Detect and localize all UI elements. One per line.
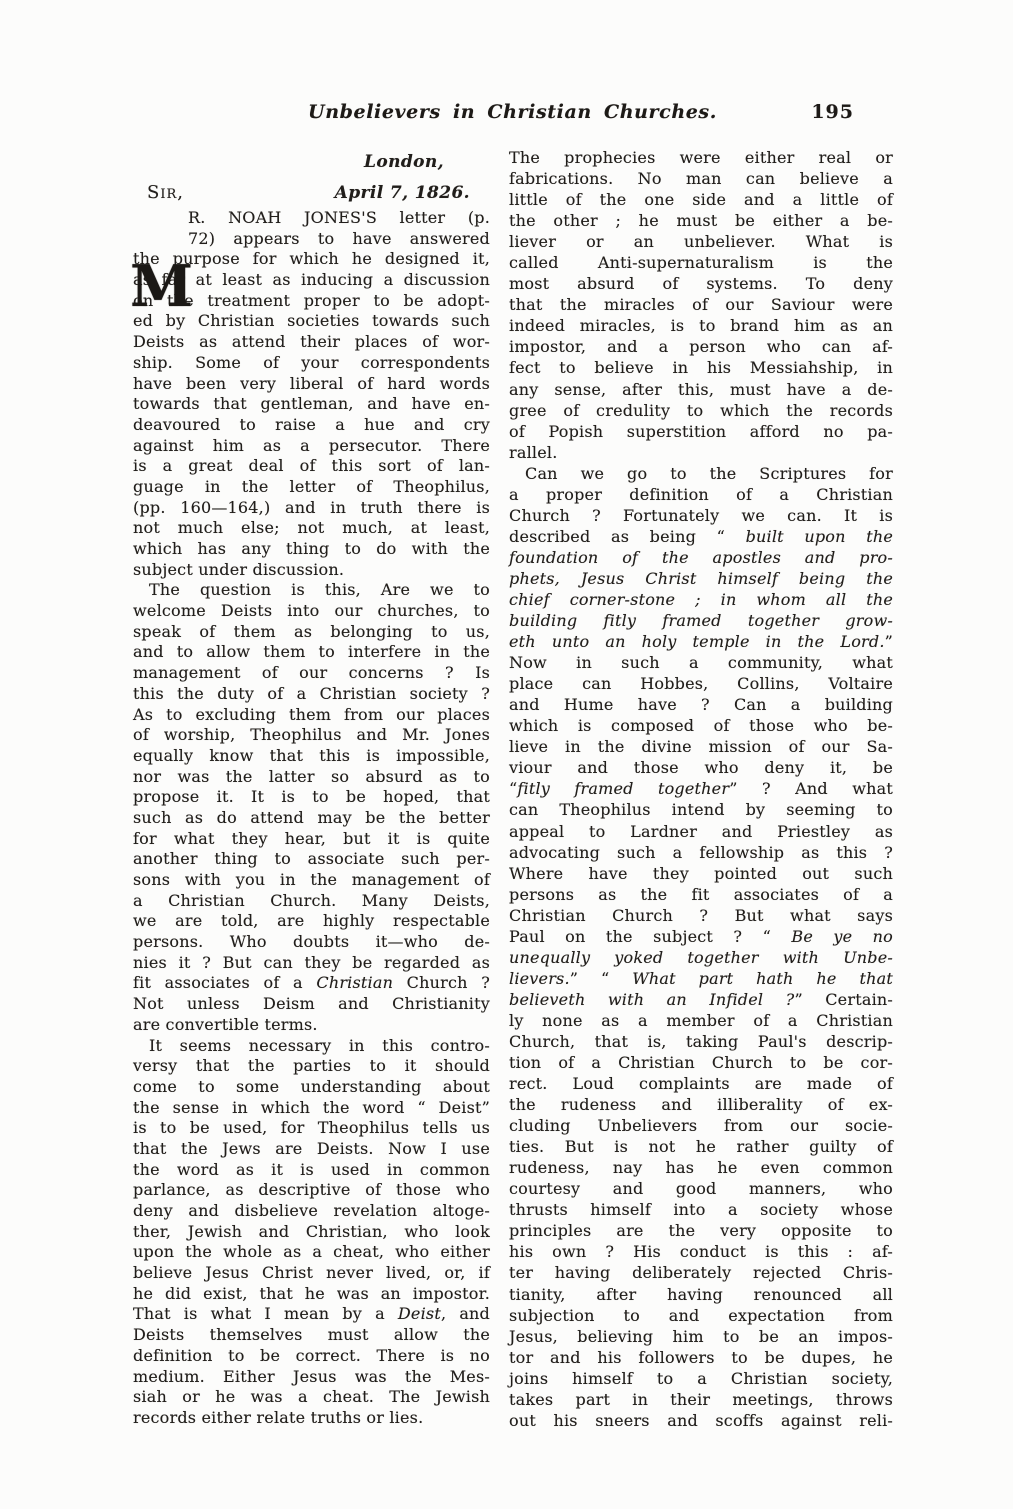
text-line: he did exist, that he was an impostor. — [133, 1283, 490, 1303]
right-column-lines — [509, 147, 893, 1431]
text-line: the purpose for which he designed it, — [133, 249, 490, 269]
text-line: place can Hobbes, Collins, Voltaire — [509, 674, 893, 694]
text-line: is to be used, for Theophilus tells us — [133, 1118, 490, 1138]
text-line: lieve in the divine mission of our Sa- — [509, 737, 893, 757]
text-line: “fitly framed together” ? And what — [509, 779, 893, 799]
text-line: medium. Either Jesus was the Mes- — [133, 1366, 490, 1386]
text-line: we are told, are highly respectable — [133, 911, 490, 931]
text-line: Christian Church ? But what says — [509, 905, 893, 925]
text-line: of worship, Theophilus and Mr. Jones — [133, 725, 490, 745]
text-line: speak of them as belonging to us, — [133, 621, 490, 641]
text-line: cluding Unbelievers from our socie- — [509, 1116, 893, 1136]
text-line: Church, that is, taking Paul's descrip- — [509, 1031, 893, 1051]
running-head — [133, 101, 892, 127]
text-line: equally know that this is impossible, — [133, 745, 490, 765]
text-line: are convertible terms. — [133, 1014, 318, 1034]
text-line: rudeness, nay has he even common — [509, 1158, 893, 1178]
text-line: that the miracles of our Saviour were — [509, 295, 893, 315]
text-line: ship. Some of your correspondents — [133, 352, 490, 372]
text-line: any sense, after this, must have a de- — [509, 379, 893, 399]
text-line: a proper definition of a Christian — [509, 484, 893, 504]
text-line: phets, Jesus Christ himself being the — [509, 568, 893, 588]
text-line: Deists as attend their places of wor- — [133, 332, 490, 352]
text-line: not much else; not much, at least, — [133, 518, 490, 538]
text-line: a Christian Church. Many Deists, — [133, 890, 490, 910]
text-line: definition to be correct. There is no — [133, 1345, 490, 1365]
text-line: the word as it is used in common — [133, 1159, 490, 1179]
text-line: tianity, after having renounced all — [509, 1284, 893, 1304]
text-line: his own ? His conduct is this : af- — [509, 1242, 893, 1262]
text-columns — [130, 147, 894, 1431]
text-line: ter having deliberately rejected Chris- — [509, 1263, 893, 1283]
text-line: The prophecies were either real or — [509, 148, 893, 167]
text-line: and Hume have ? Can a building — [509, 695, 893, 715]
text-line: sons with you in the management of — [133, 870, 490, 889]
text-line: eth unto an holy temple in the Lord.” — [509, 632, 893, 652]
text-line: the rudeness and illiberality of ex- — [509, 1095, 893, 1115]
text-line: versy that the parties to it should — [133, 1056, 490, 1076]
page-number: 195 — [811, 101, 854, 123]
text-line: records either relate truths or lies. — [133, 1407, 424, 1427]
text-line: principles are the very opposite to — [509, 1221, 893, 1241]
text-line: 72) appears to have answered — [188, 228, 490, 248]
text-line: chief corner-stone ; in whom all the — [509, 589, 893, 609]
text-line: fit associates of a Christian Church ? — [133, 973, 490, 993]
text-line: joins himself to a Christian society, — [509, 1368, 893, 1388]
text-line: tor and his followers to be dupes, he — [509, 1347, 893, 1367]
text-line: most absurd of systems. To deny — [509, 274, 893, 294]
text-line: believe Jesus Christ never lived, or, if — [133, 1263, 490, 1283]
text-line: takes part in their meetings, throws — [509, 1389, 893, 1409]
text-line: deavoured to raise a hue and cry — [133, 414, 490, 434]
text-line: ed by Christian societies towards such — [133, 311, 490, 331]
text-line: which has any thing to do with the — [133, 539, 490, 558]
text-line: (pp. 160—164,) and in truth there is — [133, 497, 490, 517]
text-line: which is composed of those who be- — [509, 716, 893, 736]
text-line: as far at least as inducing a discussion — [133, 270, 490, 290]
text-line: impostor, and a person who can af- — [509, 337, 893, 357]
text-line: Jesus, believing him to be an impos- — [509, 1326, 893, 1346]
dateline-date: April 7, 1826. — [334, 183, 470, 203]
text-line: of Popish superstition afford no pa- — [509, 421, 893, 441]
text-line: such as do attend may be the better — [133, 807, 490, 827]
drop-cap: M — [130, 253, 194, 320]
text-line: persons as the fit associates of a — [509, 884, 893, 904]
dateline-place: London, — [364, 152, 444, 172]
text-line: called Anti-supernaturalism is the — [509, 253, 893, 273]
right-column — [509, 147, 893, 1431]
text-line: building fitly framed together grow- — [509, 611, 893, 631]
text-line: Deists themselves must allow the — [133, 1325, 490, 1345]
text-line: ties. But is not he rather guilty of — [509, 1137, 893, 1157]
salutation-row — [133, 178, 490, 208]
text-line: for what they hear, but it is quite — [133, 828, 490, 848]
text-line: R. NOAH JONES'S letter (p. — [188, 208, 490, 227]
text-line: tion of a Christian Church to be cor- — [509, 1053, 893, 1073]
text-line: Paul on the subject ? “ Be ye no — [509, 926, 893, 946]
text-line: advocating such a fellowship as this ? — [509, 842, 893, 862]
text-line: rallel. — [509, 442, 558, 462]
text-line: subject under discussion. — [133, 559, 345, 579]
text-line: ther, Jewish and Christian, who look — [133, 1221, 490, 1241]
text-line: the sense in which the word “ Deist” — [133, 1097, 490, 1117]
text-line: appeal to Lardner and Priestley as — [509, 821, 893, 841]
text-line: nies it ? But can they be regarded as — [133, 952, 490, 972]
text-line: nor was the latter so absurd as to — [133, 766, 490, 786]
text-line: come to some understanding about — [133, 1076, 490, 1096]
text-line: It seems necessary in this contro- — [149, 1035, 490, 1055]
text-line: thrusts himself into a society whose — [509, 1200, 893, 1220]
text-line: can Theophilus intend by seeming to — [509, 800, 893, 820]
text-line: indeed miracles, is to brand him as an — [509, 316, 893, 336]
text-line: Not unless Deism and Christianity — [133, 994, 490, 1014]
text-line: courtesy and good manners, who — [509, 1179, 893, 1199]
text-line: That is what I mean by a Deist, and — [133, 1304, 491, 1324]
text-line: upon the whole as a cheat, who either — [133, 1242, 490, 1262]
salutation: Sir, — [147, 182, 184, 203]
text-line: and to allow them to interfere in the — [133, 642, 490, 662]
text-line: unequally yoked together with Unbe- — [509, 947, 893, 967]
text-line: The question is this, Are we to — [149, 580, 490, 600]
text-line: little of the one side and a little of — [509, 190, 893, 210]
text-line: persons. Who doubts it—who de- — [133, 932, 490, 952]
text-line: Where have they pointed out such — [509, 863, 893, 883]
text-line: foundation of the apostles and pro- — [509, 547, 893, 567]
text-line: welcome Deists into our churches, to — [133, 601, 490, 621]
text-line: believeth with an Infidel ?” Certain- — [509, 989, 893, 1009]
text-line: described as being “ built upon the — [509, 526, 894, 546]
left-column-lines — [133, 208, 490, 1429]
text-line: fect to believe in his Messiahship, in — [509, 358, 893, 378]
text-line: siah or he was a cheat. The Jewish — [133, 1387, 490, 1407]
text-line: towards that gentleman, and have en- — [133, 394, 490, 414]
text-line: subjection to and expectation from — [509, 1305, 893, 1325]
text-line: rect. Loud complaints are made of — [509, 1074, 893, 1094]
text-line: viour and those who deny it, be — [509, 758, 893, 778]
text-line: lievers.” “ What part hath he that — [509, 968, 893, 988]
text-line: out his sneers and scoffs against reli- — [509, 1410, 893, 1430]
text-line: is a great deal of this sort of lan- — [133, 456, 490, 476]
text-line: Church ? Fortunately we can. It is — [509, 505, 893, 525]
text-line: liever or an unbeliever. What is — [509, 232, 893, 252]
text-line: the other ; he must be either a be- — [509, 211, 893, 231]
text-line: guage in the letter of Theophilus, — [133, 476, 490, 496]
text-line: parlance, as descriptive of those who — [133, 1180, 490, 1200]
text-line: have been very liberal of hard words — [133, 373, 490, 393]
text-line: ly none as a member of a Christian — [509, 1010, 893, 1030]
text-line: this the duty of a Christian society ? — [133, 683, 490, 703]
text-line: As to excluding them from our places — [133, 704, 490, 724]
text-line: management of our concerns ? Is — [133, 663, 490, 683]
text-line: deny and disbelieve revelation altoge- — [133, 1201, 490, 1220]
text-line: propose it. It is to be hoped, that — [133, 787, 490, 807]
text-line: against him as a persecutor. There — [133, 435, 490, 455]
text-line: another thing to associate such per- — [133, 849, 490, 869]
running-title: Unbelievers in Christian Churches. — [308, 101, 717, 123]
text-line: Now in such a community, what — [509, 653, 893, 673]
left-column — [130, 147, 491, 1431]
text-line: that the Jews are Deists. Now I use — [133, 1138, 490, 1158]
text-line: gree of credulity to which the records — [509, 400, 893, 420]
text-line: on the treatment proper to be adopt- — [133, 290, 490, 310]
text-line: fabrications. No man can believe a — [509, 169, 893, 189]
text-line: Can we go to the Scriptures for — [525, 463, 893, 483]
